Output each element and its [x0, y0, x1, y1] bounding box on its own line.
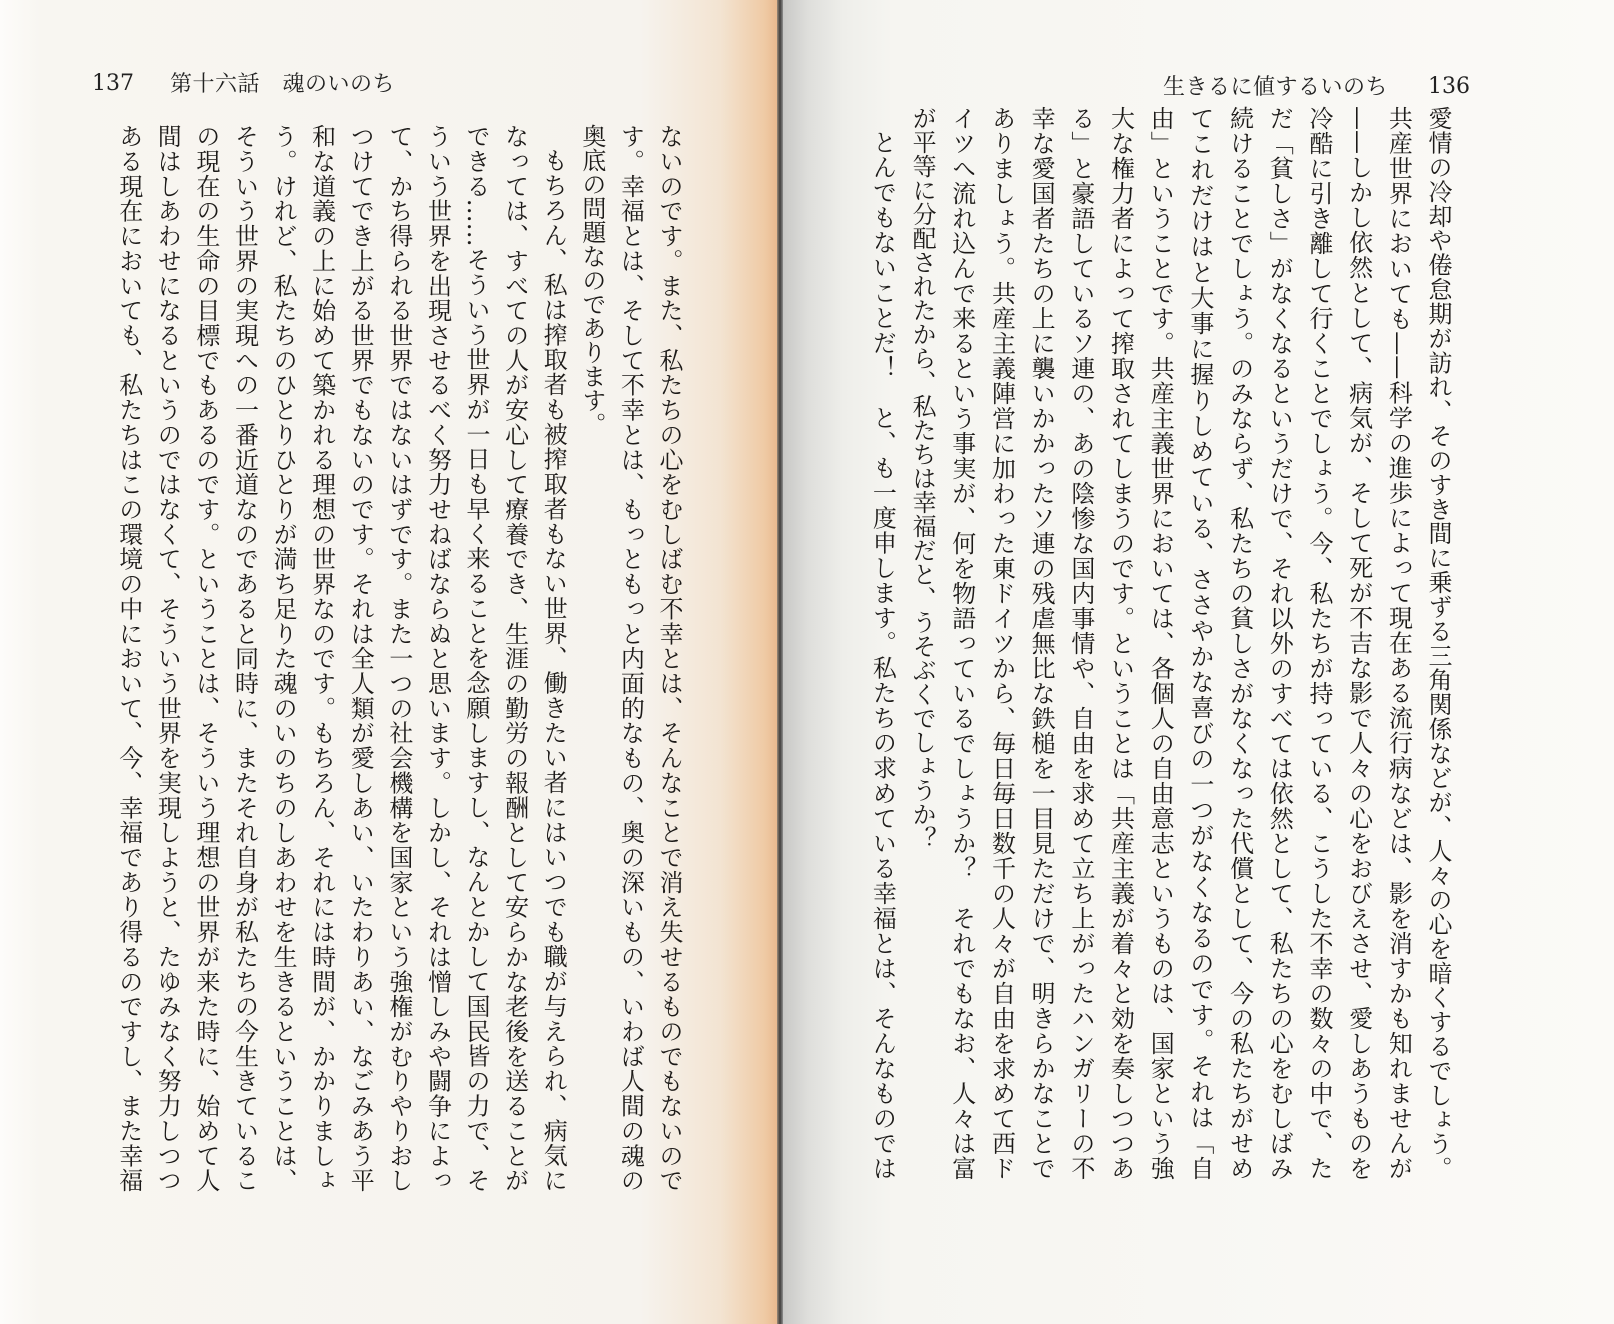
text-line: そういう世界の実現への一番近道なのであると同時に、またそれ自身が私たちの今生きているこ [230, 124, 259, 1192]
text-line: 共産世界においても——科学の進歩によって現在ある流行病などは、影を消すかも知れませんが [1384, 106, 1413, 1181]
text-line: なっては、すべての人が安心して療養でき、生涯の勤労の報酬として安らかな老後を送ることが [500, 124, 529, 1193]
text-line: 幸な愛国者たちの上に襲いかかったソ連の残虐無比な鉄槌を一目見ただけで、明きらかなことで [1027, 106, 1056, 1180]
page-number: 137 [92, 71, 134, 96]
text-line: 奥底の問題なのであります。 [577, 124, 606, 436]
text-line: 冷酷に引き離して行くことでしょう。今、私たちが持っている、こうした不幸の数々の中で、た [1304, 106, 1333, 1180]
text-line: ないのです。また、私たちの心をむしばむ不幸とは、そんなことで消え失せるものでもないので [655, 124, 683, 1192]
body-text [109, 124, 688, 1192]
text-line: る」と豪語しているソ連の、あの陰惨な国内事情や、自由を求めて立ち上がったハンガリーの不 [1066, 106, 1095, 1180]
text-line: 和な道義の上に始めて築かれる理想の世界なのです。もちろん、それには時間が、かかりましょ [307, 124, 336, 1192]
running-title: 第十六話 魂のいのち [170, 72, 396, 97]
text-line: 由」ということです。共産主義世界においては、各個人の自由意志というものは、国家という強 [1146, 106, 1175, 1180]
text-line: ——しかし依然として、病気が、そして死が不吉な影で人々の心をおびえさせ、愛しあうものを [1344, 106, 1373, 1181]
text-line: の現在の生命の目標でもあるのです。ということは、そういう理想の世界が来た時に、始めて人 [191, 124, 220, 1192]
text-line: 愛情の冷却や倦怠期が訪れ、そのすき間に乗ずる三角関係などが、人々の心を暗くするでしょう。 [1424, 106, 1452, 1180]
text-line: 大な権力者によって搾取されてしまうのです。ということは「共産主義が着々と効を奏しつつあ [1106, 106, 1135, 1180]
text-line: つけてでき上がる世界でもないのです。それは全人類が愛しあい、いたわりあい、なごみあう平 [346, 124, 375, 1192]
text-line: ある現在においても、私たちはこの環境の中において、今、幸福であり得るのですし、また幸福 [114, 124, 143, 1192]
text-line: だ「貧しさ」がなくなるというだけで、それ以外のすべては依然として、私たちの心をむしばみ [1265, 106, 1294, 1180]
text-line: とんでもないことだ！ と、も一度申します。私たちの求めている幸福とは、そんなものでは [868, 130, 897, 1180]
text-line: ありましょう。共産主義陣営に加わった東ドイツから、毎日毎日数千の人々が自由を求めて西ド [987, 106, 1016, 1180]
text-line: 間はしあわせになるというのではなくて、そういう世界を実現しようと、たゆみなく努力しつつ [153, 124, 182, 1192]
text-line: イツへ流れ込んで来るという事実が、何を物語っているでしょうか？ それでもなお、人々は富 [947, 106, 976, 1180]
text-line: て、かち得られる世界ではないはずです。また一つの社会機構を国家という強権がむりやりおし [384, 124, 413, 1192]
text-line: う。けれど、私たちのひとりひとりが満ち足りた魂のいのちのしあわせを生きるということは、 [269, 124, 298, 1192]
text-line: てこれだけはと大事に握りしめている、ささやかな喜びの一つがなくなるのです。それは「自 [1185, 106, 1214, 1180]
body-text [861, 106, 1457, 1180]
running-title: 生きるに値するいのち [1163, 75, 1389, 100]
text-line: が平等に分配されたから、私たちは幸福だと、うそぶくでしょうか？ [908, 106, 937, 850]
text-line: 続けることでしょう。のみならず、私たちの貧しさがなくなった代償として、今の私たちがせめ [1225, 106, 1254, 1180]
page-number: 136 [1428, 74, 1470, 99]
text-line: もちろん、私は搾取者も被搾取者もない世界、働きたい者にはいつでも職が与えられ、病気に [539, 148, 568, 1192]
text-line: ういう世界を出現させるべく努力せねばならぬと思います。しかし、それは憎しみや闘争によっ [423, 124, 452, 1192]
text-line: す。幸福とは、そして不幸とは、もっともっと内面的なもの、奥の深いもの、いわば人間の魂の [616, 124, 645, 1192]
text-line: できる……そういう世界が一日も早く来ることを念願しますし、なんとかして国民皆の力で、そ [462, 124, 491, 1192]
